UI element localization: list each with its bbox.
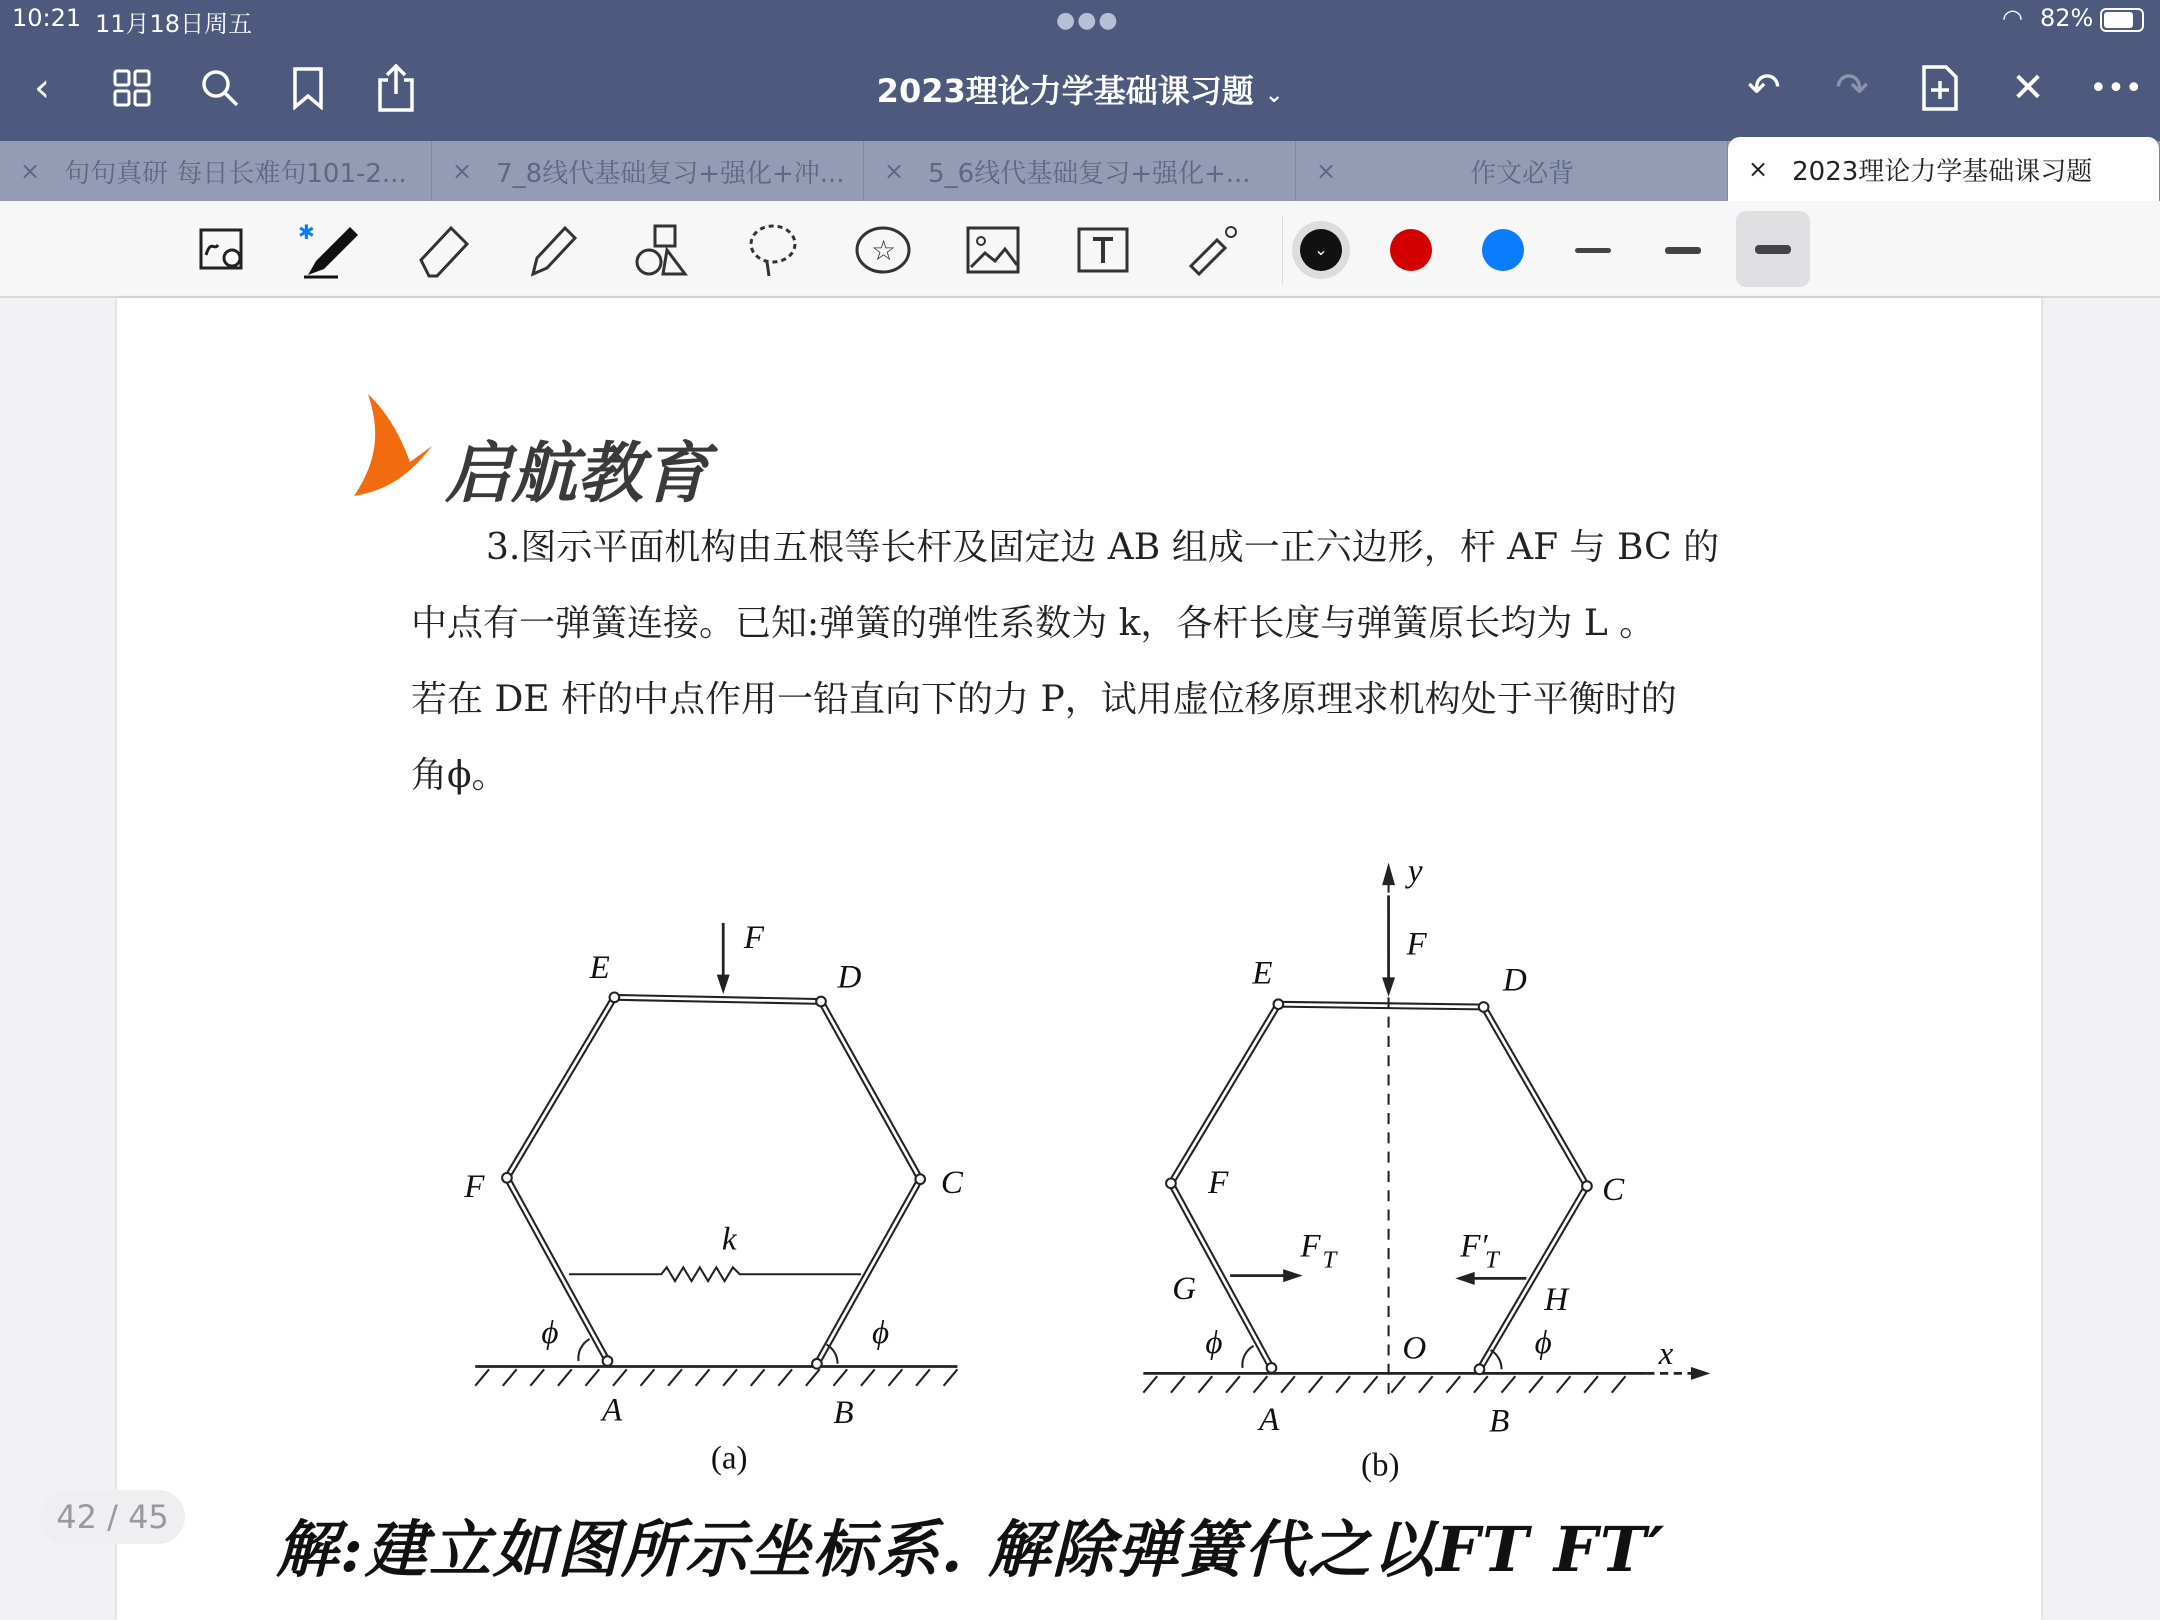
label-FT: F	[1300, 1228, 1321, 1265]
label-force: F	[1406, 926, 1427, 963]
more-icon[interactable]: •••	[2089, 70, 2143, 106]
label-y: y	[1407, 853, 1423, 890]
close-tab-icon[interactable]: ×	[884, 157, 905, 185]
label-FT-sub: T	[1322, 1246, 1337, 1274]
redo-icon[interactable]: ↷	[1835, 65, 1869, 111]
label-O: O	[1402, 1330, 1427, 1367]
logo-text: 启航教育	[445, 435, 709, 512]
close-tab-icon[interactable]: ×	[1316, 157, 1337, 185]
label-phi: ϕ	[871, 1315, 890, 1352]
label-D: D	[1502, 962, 1527, 999]
battery-level: 82%	[2040, 4, 2094, 32]
problem-line: 角ϕ。	[411, 755, 508, 796]
caption-b: (b)	[1361, 1447, 1400, 1484]
exit-edit-icon[interactable]: ✕	[2011, 65, 2045, 111]
label-F: F	[464, 1169, 485, 1206]
svg-text:✱: ✱	[298, 222, 315, 244]
label-E: E	[589, 950, 610, 987]
label-A: A	[1259, 1401, 1280, 1438]
close-tab-icon[interactable]: ×	[1748, 155, 1769, 183]
tab-label: 句句真研 每日长难句101-2...	[64, 158, 407, 189]
undo-icon[interactable]: ↶	[1747, 65, 1781, 111]
tab-label: 5_6线代基础复习+强化+...	[928, 158, 1251, 189]
problem-line: 若在 DE 杆的中点作用一铅直向下的力 P，试用虚位移原理求机构处于平衡时的	[411, 679, 1677, 720]
tab-label: 作文必背	[1470, 158, 1575, 189]
label-phi: ϕ	[541, 1315, 559, 1352]
close-tab-icon[interactable]: ×	[20, 157, 41, 185]
caption-a: (a)	[710, 1440, 748, 1477]
color-black-swatch[interactable]: ⌄	[1290, 219, 1352, 281]
label-G: G	[1172, 1271, 1197, 1308]
svg-text:☆: ☆	[871, 236, 897, 267]
multitask-dots-icon[interactable]: ●●●	[1056, 8, 1120, 33]
problem-line: 3.图示平面机构由五根等长杆及固定边 AB 组成一正六边形，杆 AF 与 BC 的	[486, 527, 1720, 568]
tab-label: 2023理论力学基础课习题	[1792, 156, 2093, 187]
label-C: C	[940, 1164, 963, 1201]
label-phi: ϕ	[1534, 1324, 1552, 1361]
label-D: D	[837, 959, 862, 996]
label-A: A	[601, 1392, 623, 1429]
label-phi: ϕ	[1205, 1324, 1223, 1361]
title-chevron-icon: ⌄	[1264, 83, 1284, 108]
label-k: k	[721, 1221, 737, 1258]
label-B: B	[1489, 1403, 1510, 1440]
label-E: E	[1252, 955, 1273, 992]
wifi-icon: ◠	[2002, 4, 2023, 32]
label-force: F	[743, 919, 765, 956]
page-counter: 42 / 45	[40, 1490, 185, 1544]
back-icon[interactable]: ‹	[34, 65, 50, 111]
label-x: x	[1658, 1335, 1674, 1372]
label-FT-prime-sub: T	[1485, 1246, 1499, 1274]
problem-line: 中点有一弹簧连接。已知:弹簧的弹性系数为 k，各杆长度与弹簧原长均为 L 。	[411, 603, 1656, 644]
status-time: 10:21	[12, 4, 82, 32]
label-C: C	[1602, 1171, 1625, 1208]
status-date: 11月18日周五	[95, 10, 253, 38]
spring	[569, 1267, 861, 1281]
hexagon-rods	[507, 997, 920, 1363]
handwritten-note: 解:建立如图所示坐标系. 解除弹簧代之以FT FT′	[276, 1513, 1667, 1586]
tab-label: 7_8线代基础复习+强化+冲...	[496, 158, 845, 189]
close-tab-icon[interactable]: ×	[452, 157, 473, 185]
label-F: F	[1208, 1164, 1229, 1201]
label-B: B	[833, 1395, 854, 1432]
label-H: H	[1544, 1282, 1569, 1319]
label-FT-prime: F′	[1460, 1228, 1488, 1265]
document-title[interactable]: 2023理论力学基础课习题 ⌄	[876, 72, 1284, 110]
